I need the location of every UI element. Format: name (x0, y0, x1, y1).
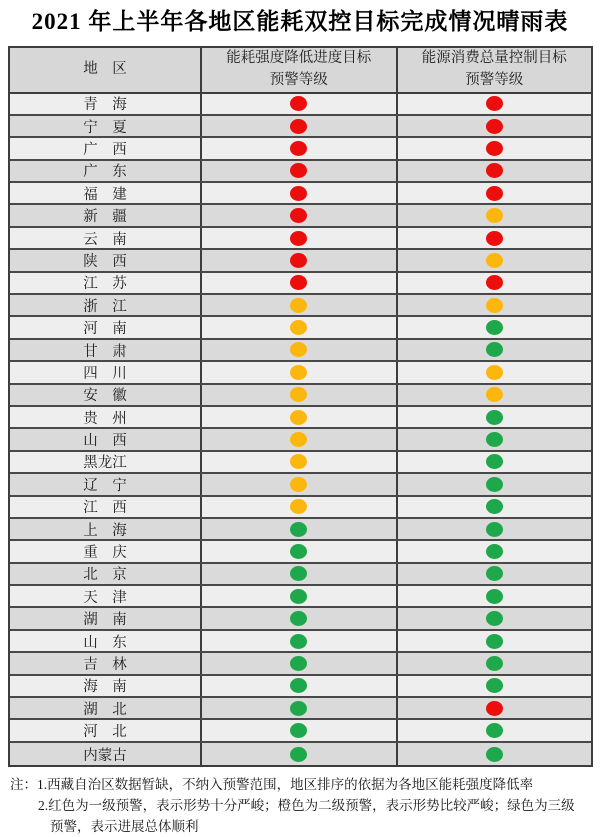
region-label: 新 疆 (83, 209, 127, 226)
region-cell (10, 362, 200, 382)
intensity-cell (200, 385, 396, 405)
intensity-cell (200, 116, 396, 136)
total-cell (396, 250, 592, 270)
intensity-warning-dot (290, 141, 307, 156)
total-cell (396, 541, 592, 561)
total-cell (396, 385, 592, 405)
total-cell (396, 362, 592, 382)
region-label: 河 北 (83, 724, 127, 741)
total-cell (396, 653, 592, 673)
intensity-warning-dot (290, 477, 307, 492)
intensity-cell (200, 362, 396, 382)
total-cell (396, 743, 592, 765)
total-warning-dot (486, 544, 503, 559)
table-row (10, 407, 591, 429)
total-cell (396, 474, 592, 494)
intensity-warning-dot (290, 678, 307, 693)
total-cell (396, 698, 592, 718)
intensity-cell (200, 340, 396, 360)
total-cell (396, 161, 592, 181)
table-row (10, 653, 591, 675)
total-warning-dot (486, 522, 503, 537)
intensity-warning-dot (290, 544, 307, 559)
region-label: 江 西 (83, 500, 127, 517)
region-label: 广 西 (83, 141, 127, 158)
region-label: 吉 林 (83, 656, 127, 673)
table-row (10, 676, 591, 698)
region-cell (10, 273, 200, 293)
footnote-line-1: 注：1.西藏自治区数据暂缺，不纳入预警范围，地区排序的依据为各地区能耗强度降低率 (10, 777, 534, 793)
region-label: 内蒙古 (83, 747, 127, 764)
intensity-warning-dot (290, 320, 307, 335)
table-row (10, 452, 591, 474)
total-warning-dot (486, 186, 503, 201)
region-label: 云 南 (83, 231, 127, 248)
table-row (10, 564, 591, 586)
total-cell (396, 429, 592, 449)
region-cell (10, 698, 200, 718)
table-row (10, 608, 591, 630)
intensity-warning-dot (290, 634, 307, 649)
region-label: 北 京 (83, 567, 127, 584)
table-row (10, 631, 591, 653)
intensity-warning-dot (290, 253, 307, 268)
footnote-line-3: 预警，表示进展总体顺利 (50, 819, 199, 835)
intensity-cell (200, 161, 396, 181)
total-warning-dot (486, 141, 503, 156)
total-cell (396, 452, 592, 472)
total-cell (396, 407, 592, 427)
intensity-warning-dot (290, 522, 307, 537)
barometer-table (8, 46, 593, 768)
intensity-cell (200, 250, 396, 270)
table-row (10, 519, 591, 541)
total-warning-dot (486, 723, 503, 738)
intensity-cell (200, 541, 396, 561)
total-cell (396, 317, 592, 337)
intensity-warning-dot (290, 566, 307, 581)
region-cell (10, 452, 200, 472)
region-cell (10, 295, 200, 315)
intensity-warning-dot (290, 454, 307, 469)
table-row (10, 429, 591, 451)
total-warning-dot (486, 566, 503, 581)
intensity-cell (200, 429, 396, 449)
total-warning-dot (486, 365, 503, 380)
region-cell (10, 564, 200, 584)
intensity-warning-dot (290, 163, 307, 178)
total-warning-dot (486, 634, 503, 649)
table-row (10, 720, 591, 742)
total-cell (396, 295, 592, 315)
total-warning-dot (486, 410, 503, 425)
region-label: 上 海 (83, 522, 127, 539)
total-cell (396, 497, 592, 517)
header-total-target (396, 48, 592, 92)
intensity-warning-dot (290, 589, 307, 604)
total-cell (396, 586, 592, 606)
region-label: 贵 州 (83, 410, 127, 427)
table-row (10, 698, 591, 720)
intensity-warning-dot (290, 387, 307, 402)
total-cell (396, 608, 592, 628)
region-cell (10, 385, 200, 405)
total-cell (396, 631, 592, 651)
intensity-cell (200, 519, 396, 539)
region-cell (10, 94, 200, 114)
table-row (10, 362, 591, 384)
region-cell (10, 474, 200, 494)
region-cell (10, 138, 200, 158)
total-warning-dot (486, 253, 503, 268)
intensity-warning-dot (290, 611, 307, 626)
intensity-warning-dot (290, 342, 307, 357)
intensity-cell (200, 317, 396, 337)
header-intensity-target (200, 48, 396, 92)
region-label: 湖 北 (83, 701, 127, 718)
intensity-cell (200, 205, 396, 225)
header-total-line2: 预警等级 (465, 71, 524, 88)
total-warning-dot (486, 454, 503, 469)
region-cell (10, 676, 200, 696)
table-row (10, 340, 591, 362)
header-region: 地 区 (83, 60, 127, 77)
intensity-warning-dot (290, 186, 307, 201)
intensity-warning-dot (290, 275, 307, 290)
region-cell (10, 228, 200, 248)
total-cell (396, 183, 592, 203)
total-cell (396, 720, 592, 740)
intensity-cell (200, 608, 396, 628)
total-warning-dot (486, 163, 503, 178)
table-body (10, 94, 591, 766)
intensity-cell (200, 407, 396, 427)
total-warning-dot (486, 342, 503, 357)
total-cell (396, 116, 592, 136)
intensity-warning-dot (290, 208, 307, 223)
region-label: 重 庆 (83, 545, 127, 562)
region-cell (10, 116, 200, 136)
region-label: 广 东 (83, 164, 127, 181)
region-label: 甘 肃 (83, 343, 127, 360)
intensity-warning-dot (290, 723, 307, 738)
table-row (10, 541, 591, 563)
region-label: 辽 宁 (83, 477, 127, 494)
footnote-line-2: 2.红色为一级预警，表示形势十分严峻；橙色为二级预警，表示形势比较严峻；绿色为三级 (38, 798, 575, 814)
footnotes (10, 775, 594, 837)
table-row (10, 228, 591, 250)
total-cell (396, 228, 592, 248)
region-cell (10, 631, 200, 651)
total-cell (396, 340, 592, 360)
total-warning-dot (486, 96, 503, 111)
region-cell (10, 720, 200, 740)
region-cell (10, 317, 200, 337)
total-warning-dot (486, 298, 503, 313)
intensity-cell (200, 94, 396, 114)
region-cell (10, 340, 200, 360)
region-cell (10, 497, 200, 517)
total-warning-dot (486, 119, 503, 134)
region-label: 陕 西 (83, 253, 127, 270)
table-row (10, 161, 591, 183)
intensity-cell (200, 228, 396, 248)
region-label: 湖 南 (83, 612, 127, 629)
total-warning-dot (486, 320, 503, 335)
total-warning-dot (486, 701, 503, 716)
table-row (10, 273, 591, 295)
table-row (10, 586, 591, 608)
header-intensity-line2: 预警等级 (269, 71, 328, 88)
total-cell (396, 138, 592, 158)
intensity-cell (200, 138, 396, 158)
intensity-warning-dot (290, 701, 307, 716)
region-cell (10, 161, 200, 181)
intensity-warning-dot (290, 231, 307, 246)
region-label: 海 南 (83, 679, 127, 696)
total-cell (396, 564, 592, 584)
region-label: 四 川 (83, 365, 127, 382)
total-warning-dot (486, 231, 503, 246)
table-row (10, 497, 591, 519)
total-cell (396, 205, 592, 225)
total-warning-dot (486, 678, 503, 693)
total-cell (396, 519, 592, 539)
intensity-cell (200, 564, 396, 584)
intensity-cell (200, 586, 396, 606)
intensity-warning-dot (290, 298, 307, 313)
table-row (10, 94, 591, 116)
intensity-warning-dot (290, 410, 307, 425)
region-label: 宁 夏 (83, 119, 127, 136)
region-label: 青 海 (83, 97, 127, 114)
header-intensity-line1: 能耗强度降低进度目标 (226, 50, 372, 67)
table-header-row (10, 48, 591, 94)
region-cell (10, 541, 200, 561)
page-title: 2021 年上半年各地区能耗双控目标完成情况晴雨表 (31, 9, 569, 34)
region-label: 浙 江 (83, 298, 127, 315)
region-cell (10, 586, 200, 606)
region-label: 天 津 (83, 589, 127, 606)
intensity-warning-dot (290, 96, 307, 111)
table-row (10, 250, 591, 272)
intensity-warning-dot (290, 656, 307, 671)
intensity-cell (200, 743, 396, 765)
total-warning-dot (486, 387, 503, 402)
region-label: 福 建 (83, 186, 127, 203)
intensity-cell (200, 273, 396, 293)
table-row (10, 205, 591, 227)
region-label: 山 东 (83, 634, 127, 651)
intensity-cell (200, 295, 396, 315)
total-warning-dot (486, 275, 503, 290)
table-row (10, 183, 591, 205)
total-cell (396, 676, 592, 696)
table-row (10, 116, 591, 138)
region-label: 安 徽 (83, 388, 127, 405)
region-cell (10, 407, 200, 427)
table-row (10, 474, 591, 496)
intensity-cell (200, 452, 396, 472)
region-label: 江 苏 (83, 276, 127, 293)
intensity-cell (200, 698, 396, 718)
total-warning-dot (486, 656, 503, 671)
intensity-warning-dot (290, 365, 307, 380)
region-label: 黑龙江 (83, 455, 127, 472)
intensity-cell (200, 653, 396, 673)
intensity-cell (200, 497, 396, 517)
total-cell (396, 273, 592, 293)
total-warning-dot (486, 477, 503, 492)
table-row (10, 138, 591, 160)
intensity-cell (200, 183, 396, 203)
intensity-cell (200, 720, 396, 740)
region-cell (10, 743, 200, 765)
header-total-line1: 能源消费总量控制目标 (421, 50, 567, 67)
intensity-cell (200, 631, 396, 651)
intensity-cell (200, 676, 396, 696)
intensity-warning-dot (290, 747, 307, 762)
intensity-warning-dot (290, 432, 307, 447)
region-cell (10, 519, 200, 539)
region-label: 山 西 (83, 433, 127, 450)
table-row (10, 317, 591, 339)
table-row (10, 295, 591, 317)
intensity-cell (200, 474, 396, 494)
total-warning-dot (486, 611, 503, 626)
total-cell (396, 94, 592, 114)
table-row (10, 385, 591, 407)
intensity-warning-dot (290, 499, 307, 514)
region-cell (10, 429, 200, 449)
total-warning-dot (486, 432, 503, 447)
region-cell (10, 608, 200, 628)
region-cell (10, 183, 200, 203)
intensity-warning-dot (290, 119, 307, 134)
region-cell (10, 653, 200, 673)
region-label: 河 南 (83, 321, 127, 338)
region-cell (10, 250, 200, 270)
total-warning-dot (486, 747, 503, 762)
region-cell (10, 205, 200, 225)
total-warning-dot (486, 499, 503, 514)
total-warning-dot (486, 208, 503, 223)
total-warning-dot (486, 589, 503, 604)
table-row (10, 743, 591, 765)
